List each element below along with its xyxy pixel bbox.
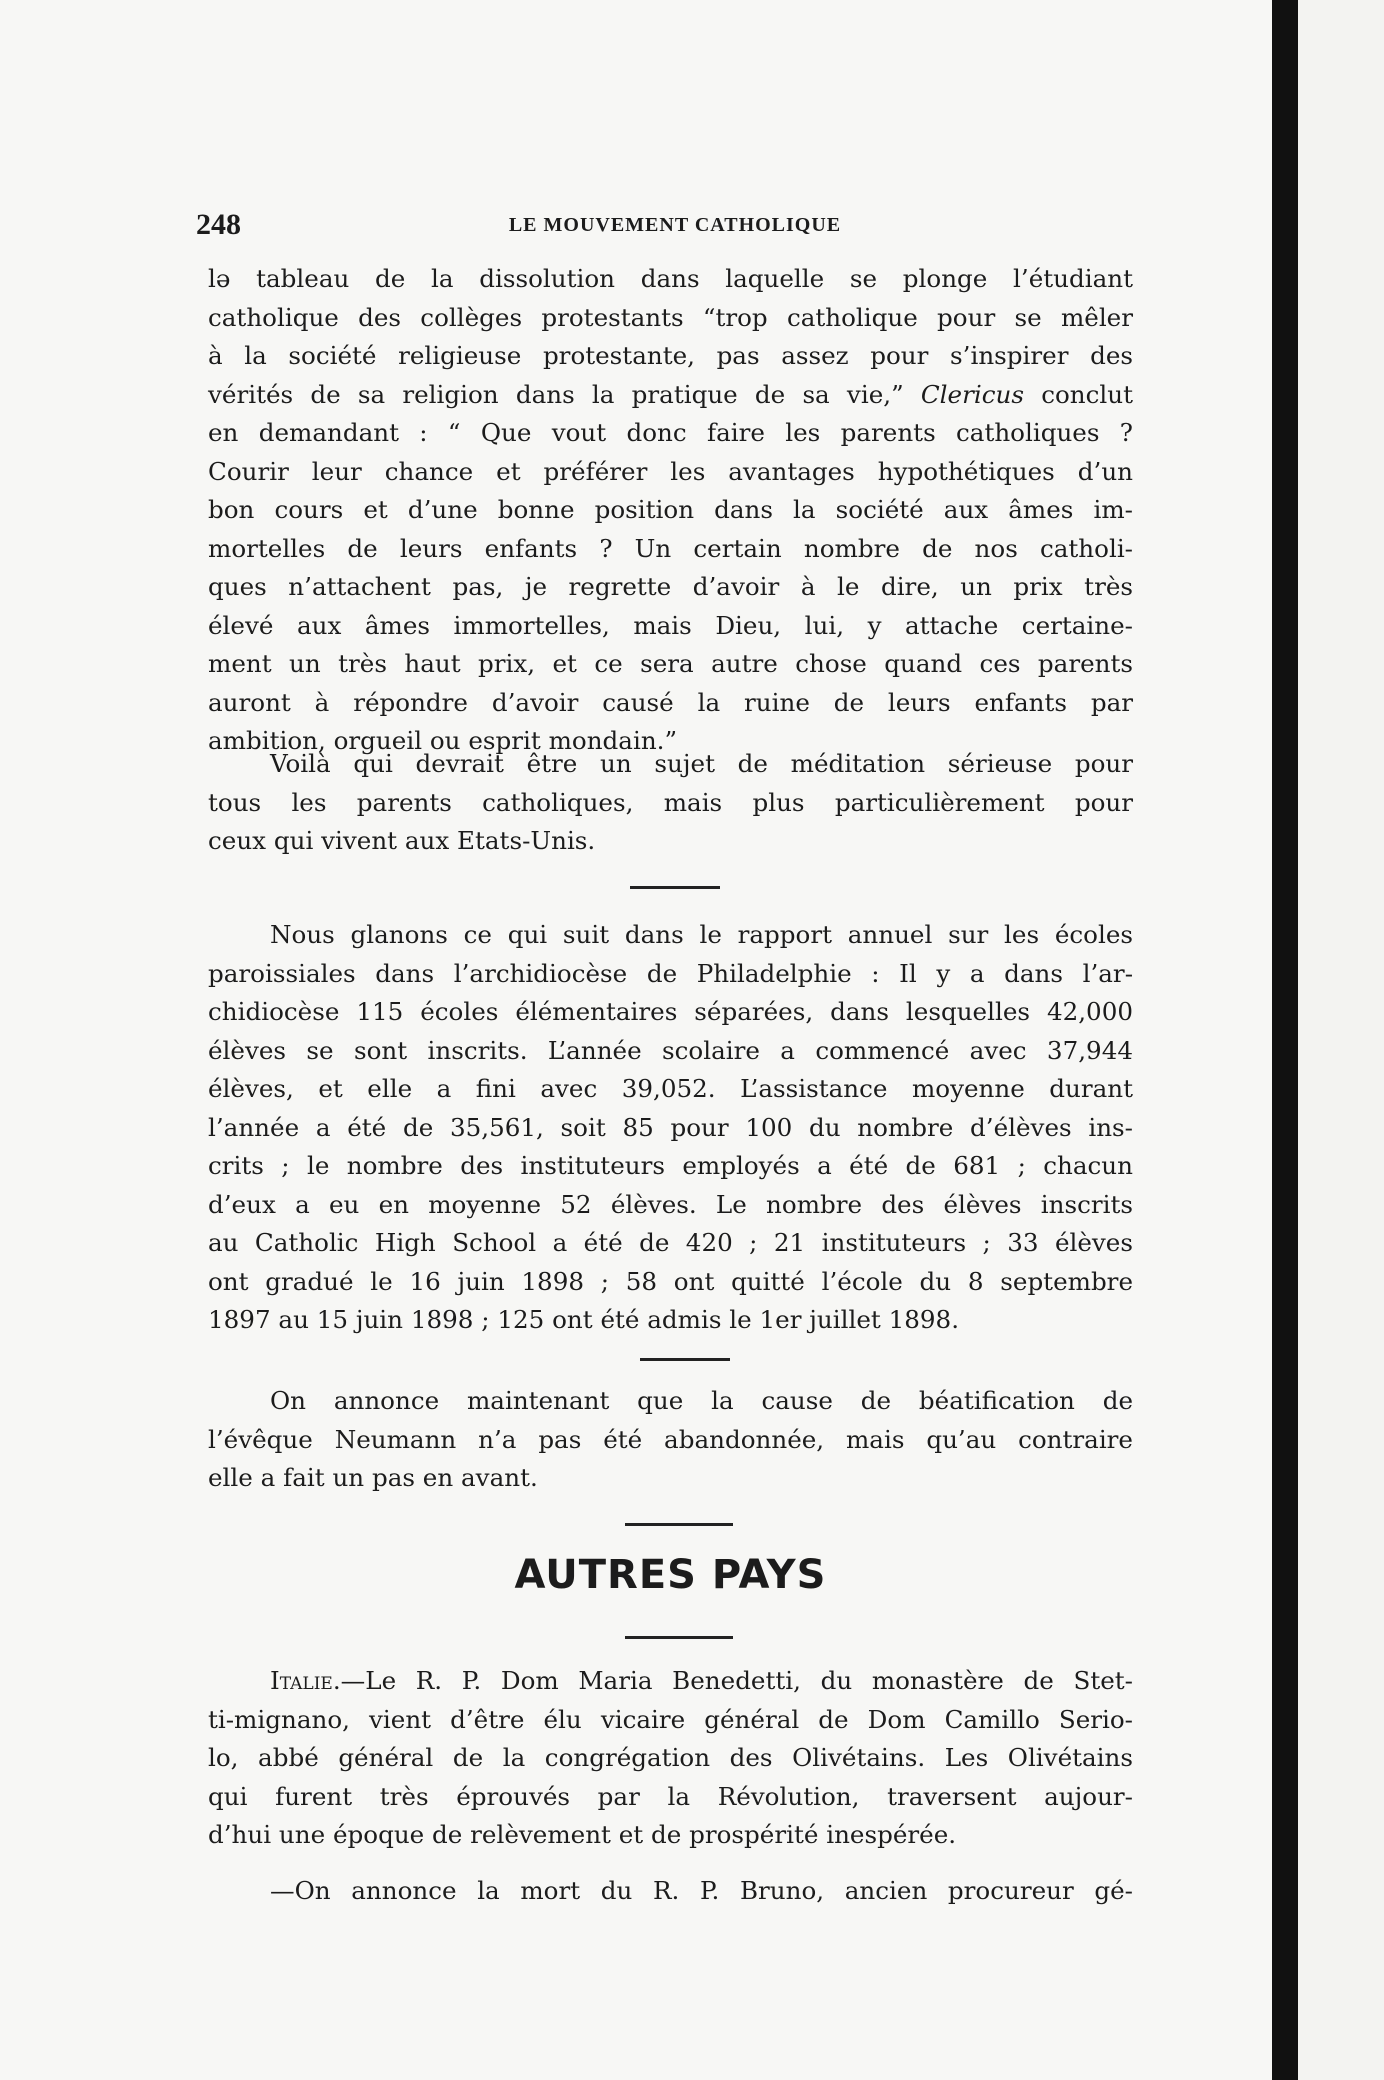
text-line: ceux qui vivent aux Etats-Unis.: [208, 826, 596, 855]
text-line: 1897 au 15 juin 1898 ; 125 ont été admis le 1er juillet 1898.: [208, 1305, 960, 1334]
text-line: ques n’attachent pas, je regrette d’avoir à le dire, un prix très: [208, 572, 1133, 601]
text-line: l’évêque Neumann n’a pas été abandonnée, mais qu’au contraire: [208, 1424, 1133, 1454]
paragraph-meditation: [208, 745, 1133, 861]
paragraph-bruno: [208, 1872, 1133, 1911]
text-line: On annonce maintenant que la cause de béatification de: [270, 1386, 1133, 1415]
section-rule-bottom: [625, 1636, 733, 1639]
separator-rule: [630, 886, 720, 889]
text-line: crits ; le nombre des instituteurs employés a été de 681 ; chacun: [208, 1151, 1133, 1180]
text-line: [208, 376, 1133, 415]
text-line: ont gradué le 16 juin 1898 ; 58 ont quitté l’école du 8 septembre: [208, 1266, 1133, 1296]
section-heading: AUTRES PAYS: [514, 1552, 827, 1598]
text-segment: conclut: [1041, 379, 1133, 409]
paragraph-clericus-quote: [208, 260, 1133, 761]
text-line: en demandant : “ Que vout donc faire les parents catholiques ?: [208, 418, 1133, 447]
page-header: [196, 208, 1154, 248]
italic-name: Clericus: [920, 379, 1024, 409]
text-line: lo, abbé général de la congrégation des Olivétains. Les Olivétains: [208, 1743, 1133, 1772]
text-line: Courir leur chance et préférer les avantages hypothétiques d’un: [208, 456, 1133, 486]
text-line: elle a fait un pas en avant.: [208, 1463, 538, 1492]
text-line: Voilà qui devrait être un sujet de méditation sérieuse pour: [270, 749, 1133, 778]
text-line: l’année a été de 35,561, soit 85 pour 100 du nombre d’élèves ins-: [208, 1112, 1133, 1142]
text-line: au Catholic High School a été de 420 ; 21 instituteurs ; 33 élèves: [208, 1228, 1133, 1257]
text-line: d’eux a eu en moyenne 52 élèves. Le nombre des élèves inscrits: [208, 1189, 1133, 1219]
paragraph-neumann: [208, 1382, 1133, 1498]
text-line: —On annonce la mort du R. P. Bruno, ancien procureur gé-: [270, 1876, 1133, 1905]
separator-rule: [640, 1358, 730, 1361]
text-line: chidiocèse 115 écoles élémentaires séparées, dans lesquelles 42,000: [208, 997, 1133, 1026]
text-line: élèves se sont inscrits. L’année scolaire a commencé avec 37,944: [208, 1035, 1133, 1065]
text-line: catholique des collèges protestants “trop catholique pour se mêler: [208, 302, 1133, 332]
text-line: lə tableau de la dissolution dans laquelle se plonge l’étudiant: [208, 264, 1133, 293]
text-line: bon cours et d’une bonne position dans la société aux âmes im-: [208, 495, 1133, 524]
text-line: élèves, et elle a fini avec 39,052. L’assistance moyenne durant: [208, 1074, 1133, 1103]
section-rule-top: [625, 1523, 733, 1526]
text-line: à la société religieuse protestante, pas assez pour s’inspirer des: [208, 341, 1133, 370]
text-line: auront à répondre d’avoir causé la ruine de leurs enfants par: [208, 687, 1133, 717]
page-number: 248: [196, 208, 241, 241]
book-spine: [1272, 0, 1298, 2080]
text-line: ti-mignano, vient d’être élu vicaire général de Dom Camillo Serio-: [208, 1704, 1133, 1734]
text-line: ment un très haut prix, et ce sera autre chose quand ces parents: [208, 649, 1133, 678]
text-segment: vérités de sa religion dans la pratique de sa vie,”: [208, 379, 904, 409]
text-line: Nous glanons ce qui suit dans le rapport annuel sur les écoles: [270, 920, 1133, 949]
text-line: ambition, orgueil ou esprit mondain.”: [208, 726, 678, 755]
text-line: d’hui une époque de relèvement et de prospérité inespérée.: [208, 1820, 957, 1849]
text-line: paroissiales dans l’archidiocèse de Philadelphie : Il y a dans l’ar-: [208, 958, 1133, 988]
text-line: mortelles de leurs enfants ? Un certain nombre de nos catholi-: [208, 533, 1133, 563]
facing-page-edge: [1298, 0, 1384, 2080]
text-line: [208, 1662, 1133, 1701]
text-line: qui furent très éprouvés par la Révolution, traversent aujour-: [208, 1781, 1133, 1811]
text-line: tous les parents catholiques, mais plus particulièrement pour: [208, 787, 1133, 817]
text-line: élevé aux âmes immortelles, mais Dieu, lui, y attache certaine-: [208, 610, 1133, 640]
country-lead: Italie.: [270, 1666, 341, 1695]
text-segment: —Le R. P. Dom Maria Benedetti, du monastère de Stet-: [340, 1666, 1133, 1695]
paragraph-philadelphia-schools: [208, 916, 1133, 1340]
paragraph-italie: [208, 1662, 1133, 1855]
running-title: LE MOUVEMENT CATHOLIQUE: [508, 214, 842, 236]
